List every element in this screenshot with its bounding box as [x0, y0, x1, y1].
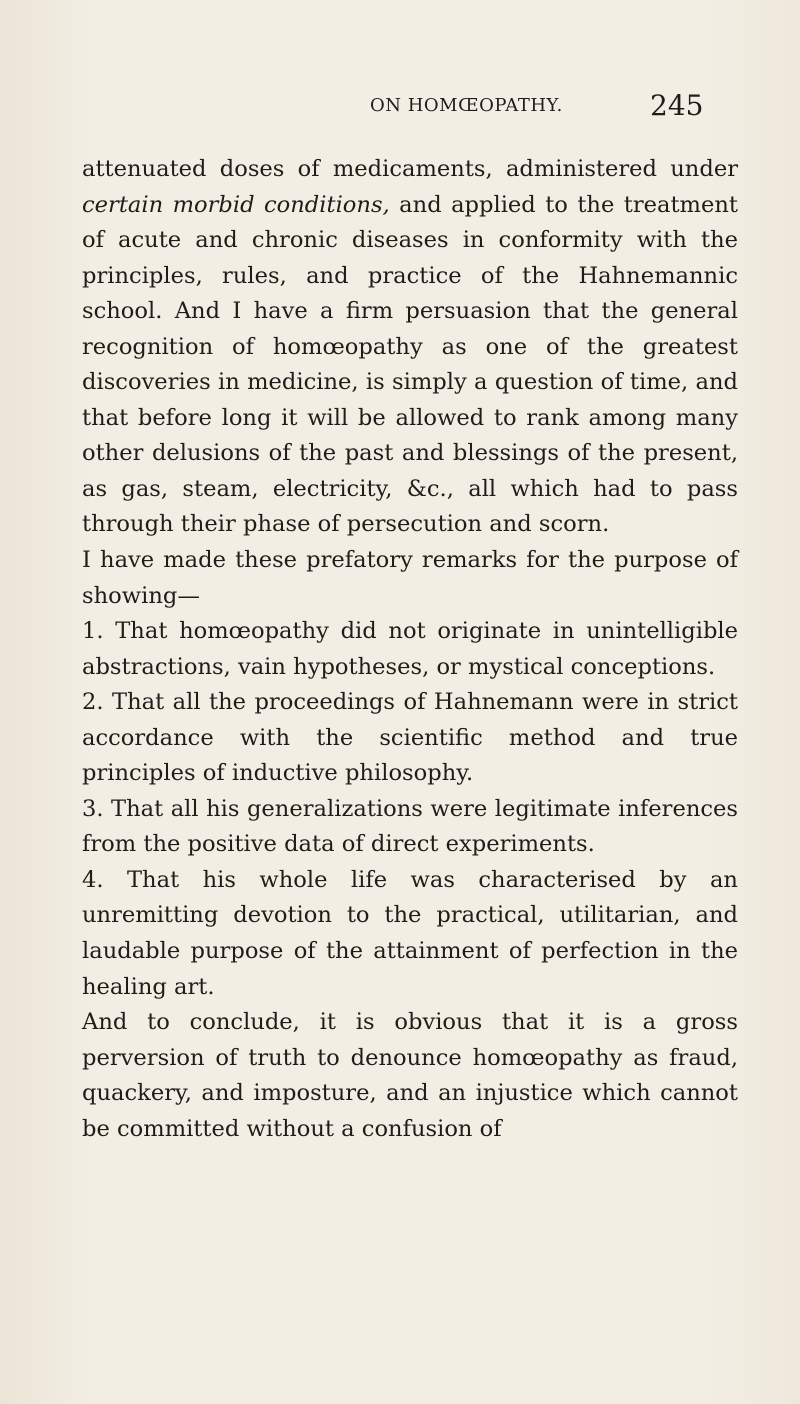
paragraph-text: and applied to the treatment of acute and chronic diseases in conformity with the principles, rules, and practice of the Hahnemannic school. And I have a firm persuasion that the general recognition of homœopathy as one of the greatest discoveries in medicine, is simply a question of time, and that before long it will be allowed to rank among many other delusions of the past and blessings of the present, as gas, steam, electricity, &c., all which had to pass through their phase of persecution and scorn. — [82, 191, 738, 538]
paragraph-conclusion — [82, 1005, 738, 1147]
page-number: 245 — [650, 89, 704, 122]
running-head — [0, 89, 800, 135]
paragraph-continuation — [82, 152, 738, 543]
paragraph-prefatory — [82, 543, 738, 614]
list-item-1 — [82, 614, 738, 685]
paragraph-text: attenuated doses of medicaments, administered under — [82, 156, 738, 182]
list-item-2 — [82, 685, 738, 792]
italic-phrase: certain morbid conditions, — [82, 191, 390, 218]
list-item-text: 3. That all his generalizations were legitimate inferences from the positive data of direct experiments. — [82, 795, 738, 858]
list-item-4 — [82, 863, 738, 1005]
list-item-text: 1. That homœopathy did not originate in unintelligible abstractions, vain hypotheses, or mystical conceptions. — [82, 618, 738, 680]
paragraph-text: And to conclude, it is obvious that it is a gross perversion of truth to denounce homœopathy as fraud, quackery, and imposture, and an injustice which cannot be committed without a confusion of — [82, 1009, 738, 1142]
running-title: ON HOMŒOPATHY. — [370, 95, 563, 116]
body-text — [82, 152, 738, 1147]
list-item-3 — [82, 792, 738, 863]
paragraph-text: I have made these prefatory remarks for the purpose of showing— — [82, 547, 738, 609]
list-item-text: 2. That all the proceedings of Hahnemann were in strict accordance with the scientific method and true principles of inductive philosophy. — [82, 689, 738, 787]
list-item-text: 4. That his whole life was characterised by an unremitting devotion to the practical, utilitarian, and laudable purpose of the attainment of perfection in the healing art. — [82, 866, 738, 1000]
